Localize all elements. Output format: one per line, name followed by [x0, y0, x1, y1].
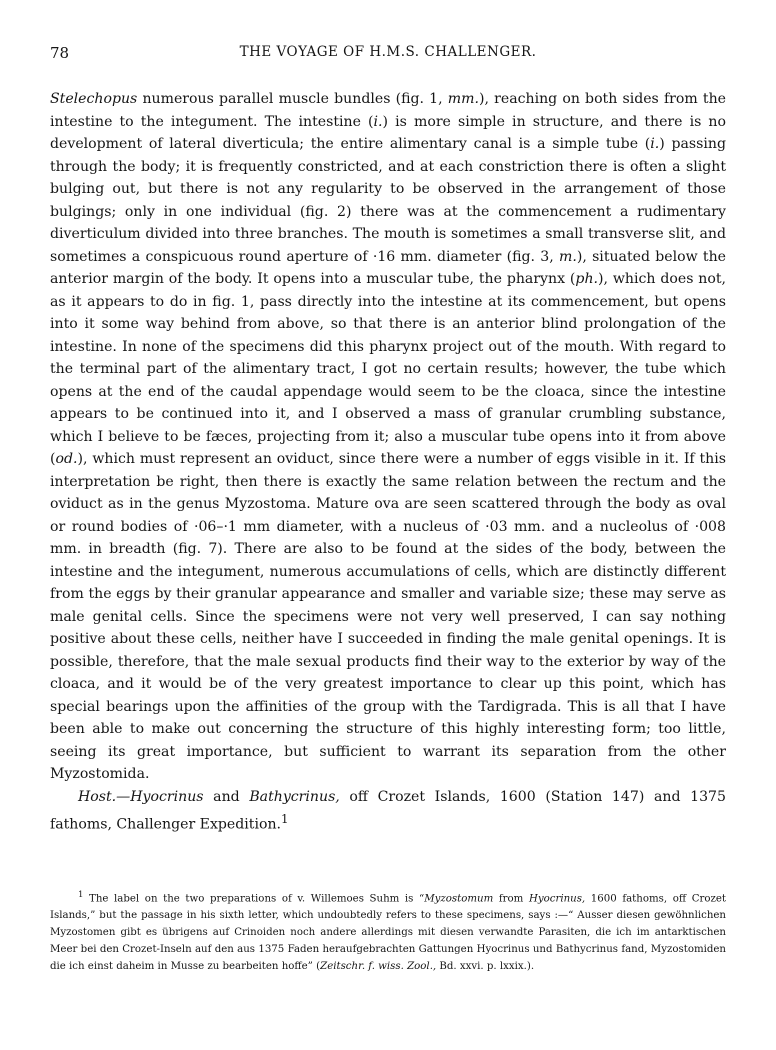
footnote-divider — [50, 875, 726, 876]
figure-label-i: i. — [650, 136, 660, 152]
footnote-text: The label on the two preparations of v. Willemoes Suhm is “ — [83, 893, 425, 905]
page-header — [50, 44, 726, 68]
paragraph-text: ) passing through the body; it is frequently constricted, and at each constriction there is often a slight bulging out, but there is not any regularity to be observed in the arrangement of those bulgings; only in one individual (fig. 2) there was at the commencement a rudimentary diverticulum divided into three branches. The mouth is sometimes a small transverse slit, and sometimes a conspicuous round aperture of ·16 mm. diameter (fig. 3, — [50, 136, 726, 265]
footnote-journal: Zeitschr. f. wiss. Zool., — [320, 960, 437, 972]
paragraph-text: ), which must represent an oviduct, since there were a number of eggs visible in it. If this interpretation be right, then there is exactly the same relation between the rectum and the oviduct as in the genus Myzostoma. Mature ova are seen scattered through the body as oval or round bodies of ·06–·1 mm diameter, with a nucleus of ·03 mm. and a nucleolus of ·008 mm. in breadth (fig. 7). There are also to be found at the sides of the body, between the intestine and the integument, numerous accumulations of cells, which are distinctly different from the eggs by their granular appearance and smaller and variable size; these may serve as male genital cells. Since the specimens were not very well preserved, I can say nothing positive about these cells, neither have I succeeded in finding the male genital openings. It is possible, therefore, that the male sexual products find their way to the exterior by way of the cloaca, and it would be of the very greatest importance to clear up this point, which has special bearings upon the affinities of the group with the Tardigrada. This is all that I have been able to make out concerning the structure of this highly interesting form; too little, seeing its great importance, but sufficient to warrant its separation from the other Myzostomida. — [50, 451, 726, 782]
figure-label-ph: ph. — [575, 271, 599, 287]
genus-name-stelechopus: Stelechopus — [50, 91, 138, 107]
genus-name-bathycrinus: Bathycrinus, — [249, 788, 340, 805]
footnote-number: 1 — [78, 890, 84, 900]
footnote-text: Bd. xxvi. p. lxxix.). — [436, 960, 535, 972]
main-paragraph — [50, 88, 726, 786]
figure-label-m: m. — [558, 248, 577, 265]
host-label: Host.—Hyocrinus — [78, 788, 204, 805]
footnote — [50, 887, 726, 975]
page-number: 78 — [50, 44, 70, 62]
host-paragraph — [50, 786, 726, 837]
figure-label-i: i. — [373, 113, 383, 130]
footnote-marker: 1 — [281, 812, 289, 826]
footnote-text: 1600 fathoms, off Crozet Islands,” but the passage in his sixth letter, which undoubtedly refers to these specimens, says :—“ Ausser diesen gewöhnlichen Myzostomen gibt es übrigens auf Crinoiden noch andere allerdings mit diesen verwandte Parasiten, die ich im antarktischen Meer bei den Crozet-Inseln auf den aus 1375 Faden heraufgebrachten Gattungen Hyocrinus und Bathycrinus fand, Myzostomiden die ich einst daheim in Musse zu bearbeiten hoffe” ( — [50, 893, 726, 972]
body-text — [50, 88, 726, 836]
footnote-text: from — [493, 893, 529, 905]
host-text: off Crozet Islands, 1600 (Station 147) and 1375 fathoms, Challenger Expedition. — [50, 788, 726, 833]
paragraph-text: ), situated below the anterior margin of the body. It opens into a muscular tube, the pharynx ( — [50, 248, 726, 287]
figure-label-od: od. — [55, 451, 78, 467]
footnote-genus-myzostomum: Myzostomum — [424, 893, 494, 905]
figure-label-mm: mm. — [447, 91, 479, 107]
paragraph-text: ), which does not, as it appears to do in fig. 1, pass directly into the intestine at its commencement, but opens into it some way behind from above, so that there is an anterior blind prolongation of the intestine. In none of the specimens did this pharynx project out of the mouth. With regard to the terminal part of the alimentary tract, I got no certain results; however, the tube which opens at the end of the caudal appendage would seem to be the cloaca, since the intestine appears to be continued into it, and I observed a mass of granular crumbling substance, which I believe to be fæces, projecting from it; also a muscular tube opens into it from above ( — [50, 271, 726, 467]
host-text: and — [203, 788, 250, 805]
paragraph-text: ), reaching on both sides from the intestine to the integument. The intestine ( — [50, 91, 726, 130]
footnote-paragraph — [50, 887, 726, 975]
footnote-genus-hyocrinus: Hyocrinus, — [528, 893, 586, 905]
paragraph-text: ) is more simple in structure, and there is no development of lateral diverticula; the entire alimentary canal is a simple tube ( — [50, 113, 726, 152]
paragraph-text: numerous parallel muscle bundles (fig. 1, — [137, 91, 448, 107]
running-title: THE VOYAGE OF H.M.S. CHALLENGER. — [239, 44, 537, 60]
